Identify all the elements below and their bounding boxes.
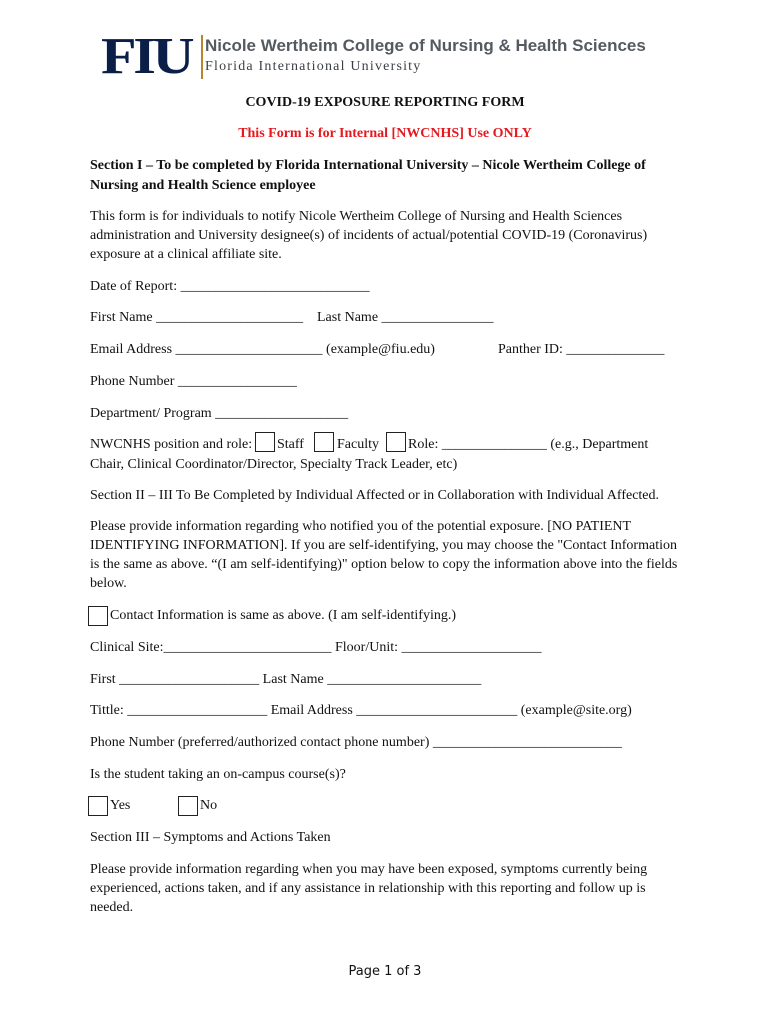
role-checkbox[interactable] — [386, 432, 406, 452]
fiu-logo-mark: FIU — [101, 28, 192, 85]
intro-line2: administration and University designee(s) of incidents of actual/potential COVID-19 (Coronavirus) — [90, 228, 648, 243]
university-name: Florida International University — [205, 59, 422, 74]
on-campus-question: Is the student taking an on-campus course(s)? — [90, 767, 346, 782]
exposure-line2: experienced, actions taken, and if any assistance in relationship with this reporting and follow up is — [90, 881, 646, 896]
intro-line1: This form is for individuals to notify Nicole Wertheim College of Nursing and Health Sciences — [90, 209, 623, 224]
contact-title-email-fields[interactable]: Tittle: ____________________ Email Address _______________________ (example@site.org) — [90, 703, 632, 718]
section3-heading: Section III – Symptoms and Actions Taken — [90, 830, 331, 845]
section1-heading-line1: Section I – To be completed by Florida International University – Nicole Wertheim College of — [90, 158, 646, 173]
same-contact-label: Contact Information is same as above. (I am self-identifying.) — [110, 608, 457, 623]
phone-number-field[interactable]: Phone Number _________________ — [90, 374, 297, 389]
logo-divider — [201, 35, 203, 79]
intro-line3: exposure at a clinical affiliate site. — [90, 247, 282, 262]
department-program-field[interactable]: Department/ Program ___________________ — [90, 406, 349, 421]
date-of-report-field[interactable]: Date of Report: ___________________________ — [90, 279, 370, 294]
position-prefix: NWCNHS position and role: — [90, 437, 253, 452]
same-contact-checkbox[interactable] — [88, 606, 108, 626]
exposure-line1: Please provide information regarding when you may have been exposed, symptoms currently being — [90, 862, 648, 877]
page-number: Page 1 of 3 — [348, 964, 422, 979]
role-field[interactable]: Role: _______________ (e.g., Department — [408, 437, 649, 452]
clinical-site-field[interactable]: Clinical Site:________________________ Floor/Unit: ____________________ — [90, 640, 542, 655]
internal-notice: This Form is for Internal [NWCNHS] Use ONLY — [238, 126, 532, 141]
no-label: No — [200, 798, 218, 813]
form-title: COVID-19 EXPOSURE REPORTING FORM — [245, 95, 525, 110]
notify-line2: IDENTIFYING INFORMATION]. If you are self-identifying, you may choose the "Contact Information — [90, 538, 677, 553]
notify-line1: Please provide information regarding who notified you of the potential exposure. [NO PATIENT — [90, 519, 632, 534]
section2-heading: Section II – III To Be Completed by Individual Affected or in Collaboration with Individual Affected. — [90, 488, 660, 503]
contact-name-fields[interactable]: First ____________________ Last Name ______________________ — [90, 672, 482, 687]
notify-line3: is the same as above. “(I am self-identifying)" option below to copy the information above into the fields — [90, 557, 678, 572]
exposure-line3: needed. — [90, 900, 134, 915]
yes-label: Yes — [110, 798, 131, 813]
email-address-field[interactable]: Email Address _____________________ (example@fiu.edu) — [90, 342, 435, 357]
position-line2: Chair, Clinical Coordinator/Director, Specialty Track Leader, etc) — [90, 457, 458, 472]
last-name-field[interactable]: Last Name ________________ — [317, 310, 494, 325]
staff-label: Staff — [277, 437, 304, 452]
panther-id-field[interactable]: Panther ID: ______________ — [498, 342, 665, 357]
faculty-label: Faculty — [337, 437, 379, 452]
first-name-field[interactable]: First Name _____________________ — [90, 310, 304, 325]
yes-checkbox[interactable] — [88, 796, 108, 816]
contact-phone-field[interactable]: Phone Number (preferred/authorized contact phone number) ___________________________ — [90, 735, 622, 750]
faculty-checkbox[interactable] — [314, 432, 334, 452]
notify-line4: below. — [90, 576, 127, 591]
college-name: Nicole Wertheim College of Nursing & Health Sciences — [205, 36, 646, 55]
section1-heading-line2: Nursing and Health Science employee — [90, 178, 316, 193]
no-checkbox[interactable] — [178, 796, 198, 816]
staff-checkbox[interactable] — [255, 432, 275, 452]
